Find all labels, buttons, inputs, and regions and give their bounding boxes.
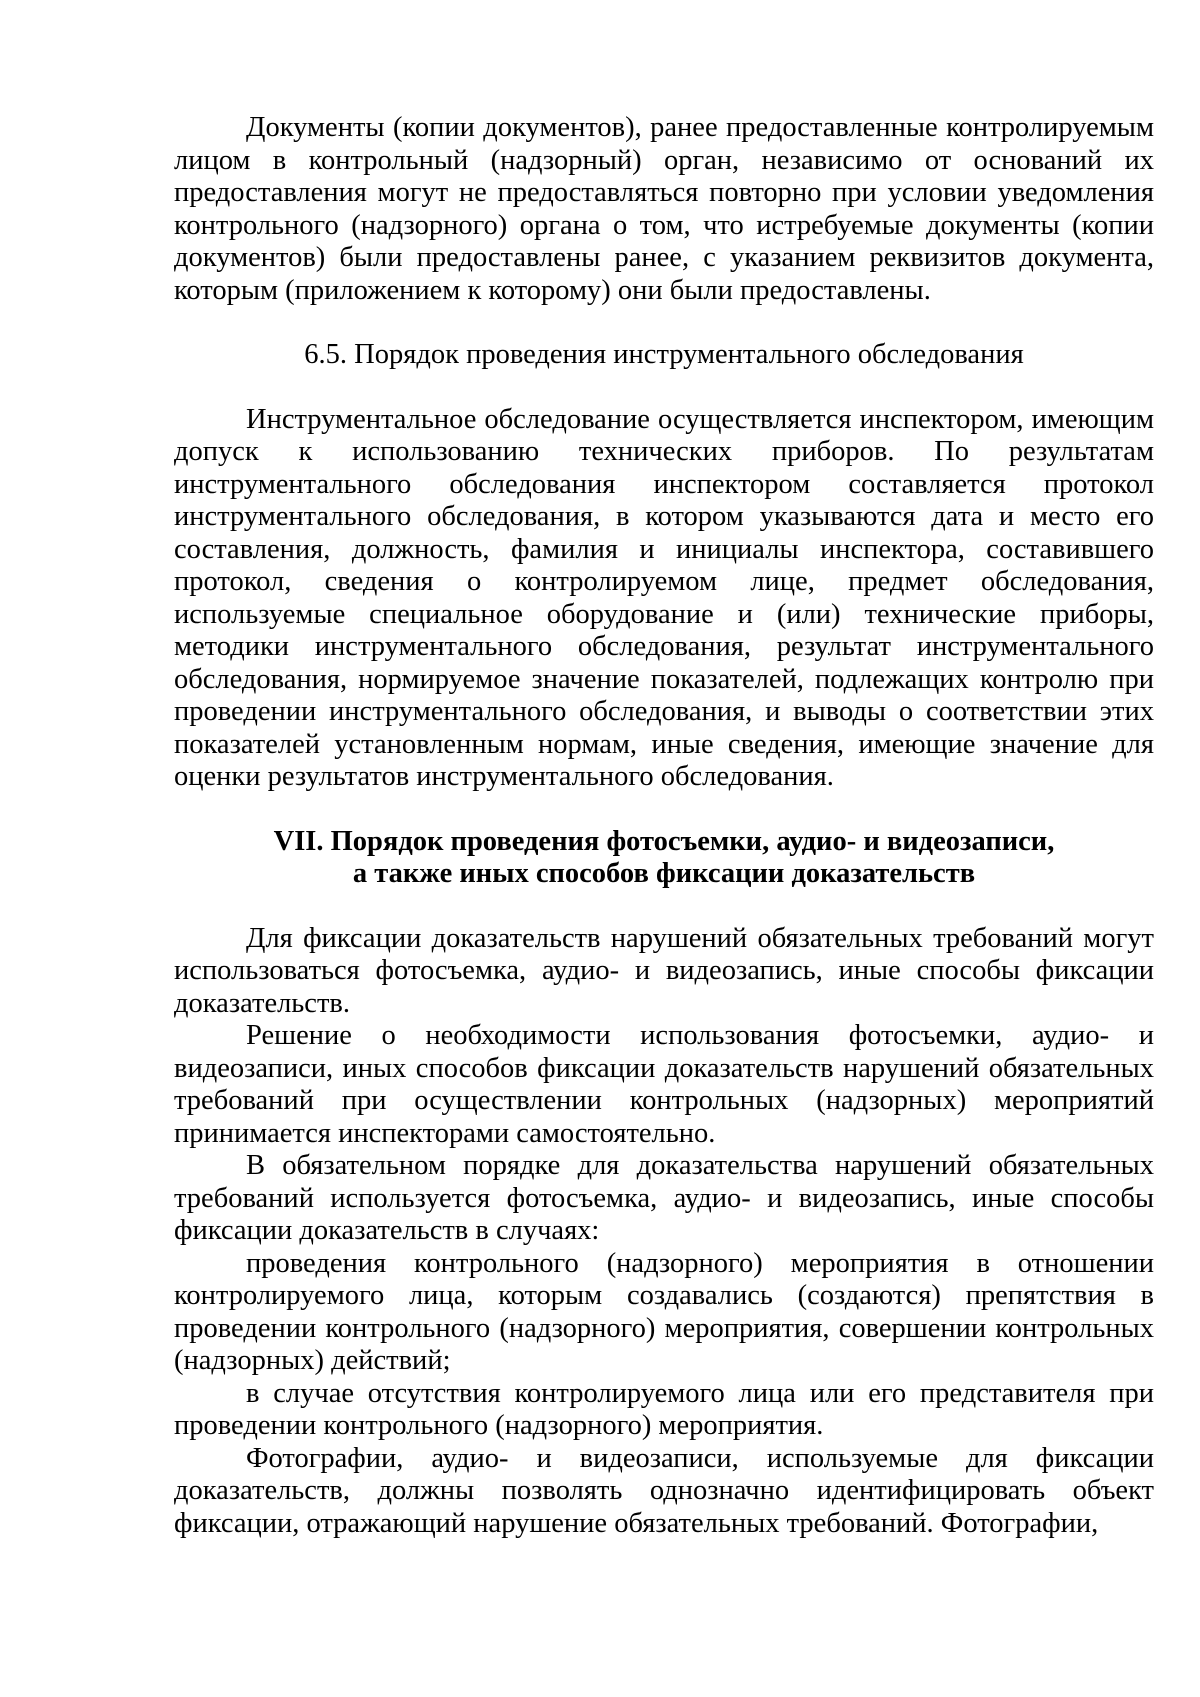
chapter-7-paragraph-6: Фотографии, аудио- и видеозаписи, используемые для фиксации доказательств, должны позволять однозначно идентифицировать объект фиксации, отражающий нарушение обязательных требований. Фотографии, [174,1442,1154,1539]
section-6-5-paragraph: Инструментальное обследование осуществляется инспектором, имеющим допуск к использованию технических приборов. По результатам инструментального обследования инспектором составляется протокол инструментального обследования, в котором указываются дата и место его составления, должность, фамилия и инициалы инспектора, составившего протокол, сведения о контролируемом лице, предмет обследования, используемые специальное оборудование и (или) технические приборы, методики инструментального обследования, результат инструментального обследования, нормируемое значение показателей, подлежащих контролю при проведении инструментального обследования, и выводы о соответствии этих показателей установленным нормам, иные сведения, имеющие значение для оценки результатов инструментального обследования. [174,403,1154,792]
section-6-5-title: 6.5. Порядок проведения инструментального обследования [304,339,1024,370]
chapter-7-paragraph-5: в случае отсутствия контролируемого лица или его представителя при проведении контрольного (надзорного) мероприятия. [174,1377,1154,1441]
document-page [174,112,1154,1540]
chapter-7-title [174,826,1154,891]
intro-paragraph: Документы (копии документов), ранее предоставленные контролируемым лицом в контрольный (надзорный) орган, независимо от оснований их предоставления могут не предоставляться повторно при условии уведомления контрольного (надзорного) органа о том, что истребуемые документы (копии документов) были предоставлены ранее, с указанием реквизитов документа, которым (приложением к которому) они были предоставлены. [174,112,1154,306]
chapter-7-paragraph-2: Решение о необходимости использования фотосъемки, аудио- и видеозаписи, иных способов фиксации доказательств нарушений обязательных требований при осуществлении контрольных (надзорных) мероприятий принимается инспекторами самостоятельно. [174,1020,1154,1149]
chapter-7-title-line-1: VII. Порядок проведения фотосъемки, аудио- и видеозаписи, [273,825,1055,857]
chapter-7-paragraph-1: Для фиксации доказательств нарушений обязательных требований могут использоваться фотосъемка, аудио- и видеозапись, иные способы фиксации доказательств. [174,922,1154,1019]
chapter-7-paragraph-3: В обязательном порядке для доказательства нарушений обязательных требований используется фотосъемка, аудио- и видеозапись, иные способы фиксации доказательств в случаях: [174,1150,1154,1246]
chapter-7-paragraph-4: проведения контрольного (надзорного) мероприятия в отношении контролируемого лица, которым создавались (создаются) препятствия в проведении контрольного (надзорного) мероприятия, совершении контрольных (надзорных) действий; [174,1247,1154,1376]
chapter-7-title-line-2: а также иных способов фиксации доказательств [352,858,976,889]
